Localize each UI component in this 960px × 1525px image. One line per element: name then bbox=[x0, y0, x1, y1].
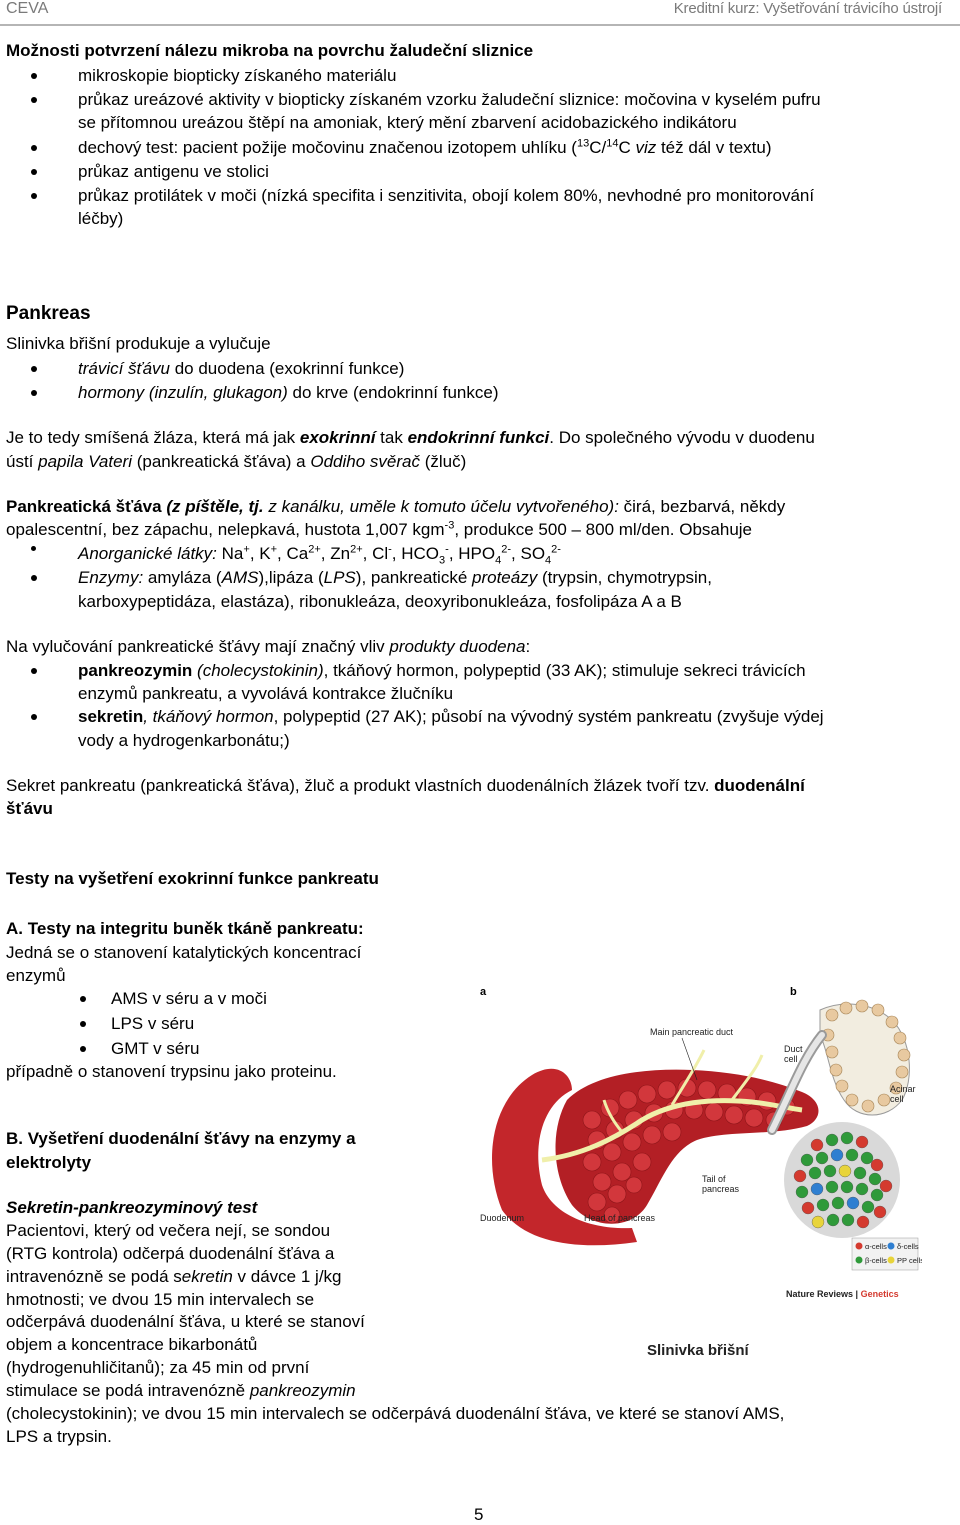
subheading-b: B. Vyšetření duodenální šťávy na enzymy a bbox=[6, 1129, 356, 1148]
list-item-cont: karboxypeptidáza, elastáza), ribonukleáza, deoxyribonukleáza, fosfolipáza A a B bbox=[78, 592, 682, 611]
paragraph: Je to tedy smíšená žláza, která má jak exokrinní tak endokrinní funkci. Do společného vývodu v duodenu bbox=[6, 428, 815, 447]
paragraph: Jedná se o stanovení katalytických koncentrací bbox=[6, 943, 362, 962]
paragraph: LPS a trypsin. bbox=[6, 1427, 112, 1446]
list-item-cont: se přítomnou ureázou štěpí na amoniak, který mění zbarvení acidobazického indikátoru bbox=[78, 113, 737, 132]
section-title-helicobacter: Možnosti potvrzení nálezu mikroba na povrchu žaludeční sliznice bbox=[6, 41, 534, 60]
paragraph: Pacientovi, který od večera nejí, se sondou bbox=[6, 1221, 331, 1240]
panel-label-a: a bbox=[480, 986, 487, 998]
list-item-cont: vody a hydrogenkarbonátu;) bbox=[78, 731, 290, 750]
bullet bbox=[80, 1046, 86, 1052]
svg-text:α-cells: α-cells bbox=[865, 1242, 887, 1251]
test-title: Sekretin-pankreozyminový test bbox=[6, 1198, 258, 1217]
bullet bbox=[31, 145, 37, 151]
label-tail: Tail of bbox=[702, 1174, 726, 1184]
label-head: Head of pancreas bbox=[584, 1213, 656, 1223]
paragraph-cont: enzymů bbox=[6, 966, 66, 985]
paragraph: stimulace se podá intravenózně pankreozymin bbox=[6, 1381, 356, 1400]
list-item-enzymes: Enzymy: amyláza (AMS),lipáza (LPS), pankreatické proteázy (trypsin, chymotrypsin, bbox=[78, 568, 712, 587]
paragraph: intravenózně se podá sekretin v dávce 1 j/kg bbox=[6, 1267, 342, 1286]
list-item: průkaz protilátek v moči (nízká specifita i senzitivita, obojí kolem 80%, nevhodné pro monitorování bbox=[78, 186, 815, 205]
bullet bbox=[80, 996, 86, 1002]
paragraph: Slinivka břišní produkuje a vylučuje bbox=[6, 334, 271, 353]
list-item-cont: léčby) bbox=[78, 209, 124, 228]
label-tail-2: pancreas bbox=[702, 1184, 740, 1194]
page-header bbox=[0, 0, 960, 26]
list-item: AMS v séru a v moči bbox=[111, 989, 267, 1008]
list-item: trávicí šťávu do duodena (exokrinní funkce) bbox=[78, 359, 405, 378]
bullet bbox=[31, 169, 37, 175]
bullet bbox=[31, 668, 37, 674]
bullet bbox=[31, 193, 37, 199]
panel-label-b: b bbox=[790, 986, 797, 998]
page-number: 5 bbox=[474, 1505, 484, 1524]
bullet bbox=[31, 546, 36, 551]
bullet bbox=[31, 390, 37, 396]
paragraph-cont: opalescentní, bez zápachu, nelepkavá, hustota 1,007 kgm$^{-3}$, produkce 500 – 800 ml/den. Obsahuje bbox=[6, 519, 753, 539]
list-item: dechový test: pacient požije močovinu značenou izotopem uhlíku ($^{13}$C/$^{14}$C viz též dál v textu) bbox=[78, 137, 772, 157]
credit-nature-reviews: Nature Reviews | Genetics bbox=[786, 1289, 899, 1299]
bullet bbox=[31, 73, 37, 79]
bullet bbox=[31, 366, 37, 372]
paragraph: objem a koncentrace bikarbonátů bbox=[6, 1335, 258, 1354]
heading-pankreas: Pankreas bbox=[6, 303, 91, 324]
bullet bbox=[31, 575, 37, 581]
paragraph-cont: šťávu bbox=[6, 799, 53, 818]
paragraph: odčerpává duodenální šťáva, u které se stanoví bbox=[6, 1312, 365, 1331]
bullet bbox=[31, 714, 37, 720]
label-main-duct: Main pancreatic duct bbox=[650, 1027, 734, 1037]
paragraph: (cholecystokinin); ve dvou 15 min intervalech se odčerpává duodenální šťáva, ve které se stanoví AMS, bbox=[6, 1404, 785, 1423]
bullet bbox=[80, 1021, 86, 1027]
paragraph: Sekret pankreatu (pankreatická šťáva), žluč a produkt vlastních duodenálních žlázek tvoří tzv. duodenální bbox=[6, 776, 805, 795]
label-acinar-2: cell bbox=[890, 1094, 904, 1104]
paragraph: hmotnosti; ve dvou 15 min intervalech se bbox=[6, 1290, 315, 1309]
paragraph: případně o stanovení trypsinu jako proteinu. bbox=[6, 1062, 337, 1081]
list-item: hormony (inzulín, glukagon) do krve (endokrinní funkce) bbox=[78, 383, 499, 402]
header-org: CEVA bbox=[6, 0, 49, 17]
list-item: pankreozymin (cholecystokinin), tkáňový hormon, polypeptid (33 AK); stimuluje sekreci trávicích bbox=[78, 661, 806, 680]
pancreas-illustration bbox=[472, 980, 922, 1305]
paragraph-cont: ústí papila Vateri (pankreatická šťáva) a Oddiho svěrač (žluč) bbox=[6, 452, 467, 471]
bullet bbox=[31, 97, 37, 103]
svg-text:PP cells: PP cells bbox=[897, 1256, 922, 1265]
label-duct: Duct bbox=[784, 1044, 803, 1054]
label-duodenum: Duodenum bbox=[480, 1213, 525, 1223]
list-item: průkaz ureázové aktivity v biopticky získaném vzorku žaludeční sliznice: močovina v kyselém pufru bbox=[78, 90, 821, 109]
paragraph: Na vylučování pankreatické šťávy mají značný vliv produkty duodena: bbox=[6, 637, 531, 656]
svg-text:δ-cells: δ-cells bbox=[897, 1242, 919, 1251]
label-acinar: Acinar bbox=[890, 1084, 916, 1094]
paragraph: (hydrogenuhličitanů); za 45 min od první bbox=[6, 1358, 310, 1377]
subheading-a: A. Testy na integritu buněk tkáně pankreatu: bbox=[6, 919, 364, 938]
list-item: mikroskopie biopticky získaného materiálu bbox=[78, 66, 397, 85]
paragraph: (RTG kontrola) odčerpá duodenální šťáva a bbox=[6, 1244, 335, 1263]
list-item: sekretin, tkáňový hormon, polypeptid (27 AK); působí na vývodný systém pankreatu (zvyšuje výdej bbox=[78, 707, 824, 726]
list-item-ions: Anorganické látky: Na+, K+, $Ca^{2+}$, $Zn^{2+}$, Cl-, $HCO_3^-$, $HPO_4^{2-}$, $SO_4^{2-}$ bbox=[78, 543, 561, 567]
list-item-cont: enzymů pankreatu, a vyvolává kontrakce žlučníku bbox=[78, 684, 454, 703]
subheading-b-cont: elektrolyty bbox=[6, 1153, 92, 1172]
list-item: GMT v séru bbox=[111, 1039, 200, 1058]
heading-testy: Testy na vyšetření exokrinní funkce pankreatu bbox=[6, 869, 379, 888]
pancreas-figure bbox=[472, 980, 922, 1305]
list-item: průkaz antigenu ve stolici bbox=[78, 162, 269, 181]
header-course: Kreditní kurz: Vyšetřování trávicího ústrojí bbox=[673, 0, 942, 17]
list-item: LPS v séru bbox=[111, 1014, 195, 1033]
svg-text:β-cells: β-cells bbox=[865, 1256, 887, 1265]
islet-legend bbox=[852, 1238, 922, 1270]
paragraph: Pankreatická šťáva (z píštěle, tj. z kanálku, uměle k tomuto účelu vytvořeného): čirá, bezbarvá, někdy bbox=[6, 497, 786, 516]
label-duct-2: cell bbox=[784, 1054, 798, 1064]
figure-caption: Slinivka břišní bbox=[647, 1342, 749, 1359]
